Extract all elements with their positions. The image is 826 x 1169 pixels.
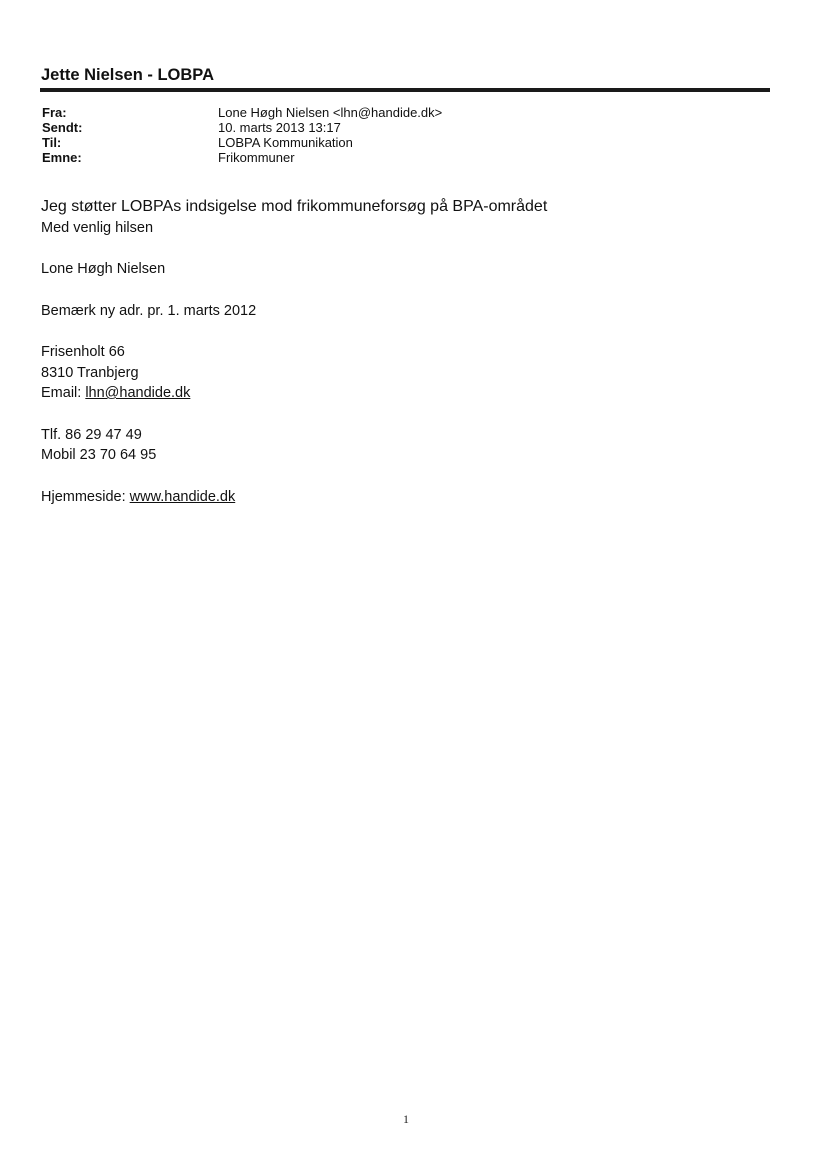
header-label-from: Fra:: [42, 105, 67, 120]
mobile-number: Mobil 23 70 64 95: [41, 447, 157, 463]
statement-text: Jeg støtter LOBPAs indsigelse mod frikommuneforsøg på BPA-området: [41, 198, 548, 215]
title-divider: [40, 88, 770, 92]
header-label-sent: Sendt:: [42, 120, 83, 135]
header-label-to: Til:: [42, 135, 62, 150]
sender-name: Lone Høgh Nielsen: [41, 261, 166, 277]
page-number: 1: [403, 1112, 409, 1126]
header-value-sent: 10. marts 2013 13:17: [218, 120, 341, 135]
document-title: Jette Nielsen - LOBPA: [41, 66, 214, 84]
city-address: 8310 Tranbjerg: [41, 364, 139, 381]
email-label: Email:: [41, 385, 86, 401]
street-address: Frisenholt 66: [41, 344, 125, 360]
header-value-from: Lone Høgh Nielsen <lhn@handide.dk>: [218, 105, 443, 120]
website-line: [41, 487, 547, 508]
header-value-subject: Frikommuner: [218, 150, 295, 165]
greeting-text: Med venlig hilsen: [41, 219, 154, 236]
header-label-subject: Emne:: [42, 150, 82, 165]
phone-number: Tlf. 86 29 47 49: [41, 426, 142, 443]
email-body: [41, 197, 547, 507]
email-link[interactable]: lhn@handide.dk: [85, 385, 191, 401]
website-label: Hjemmeside:: [41, 488, 130, 505]
email-line: [41, 383, 547, 404]
header-value-to: LOBPA Kommunikation: [218, 135, 353, 150]
address-note: Bemærk ny adr. pr. 1. marts 2012: [41, 302, 257, 319]
website-link[interactable]: www.handide.dk: [129, 488, 236, 505]
